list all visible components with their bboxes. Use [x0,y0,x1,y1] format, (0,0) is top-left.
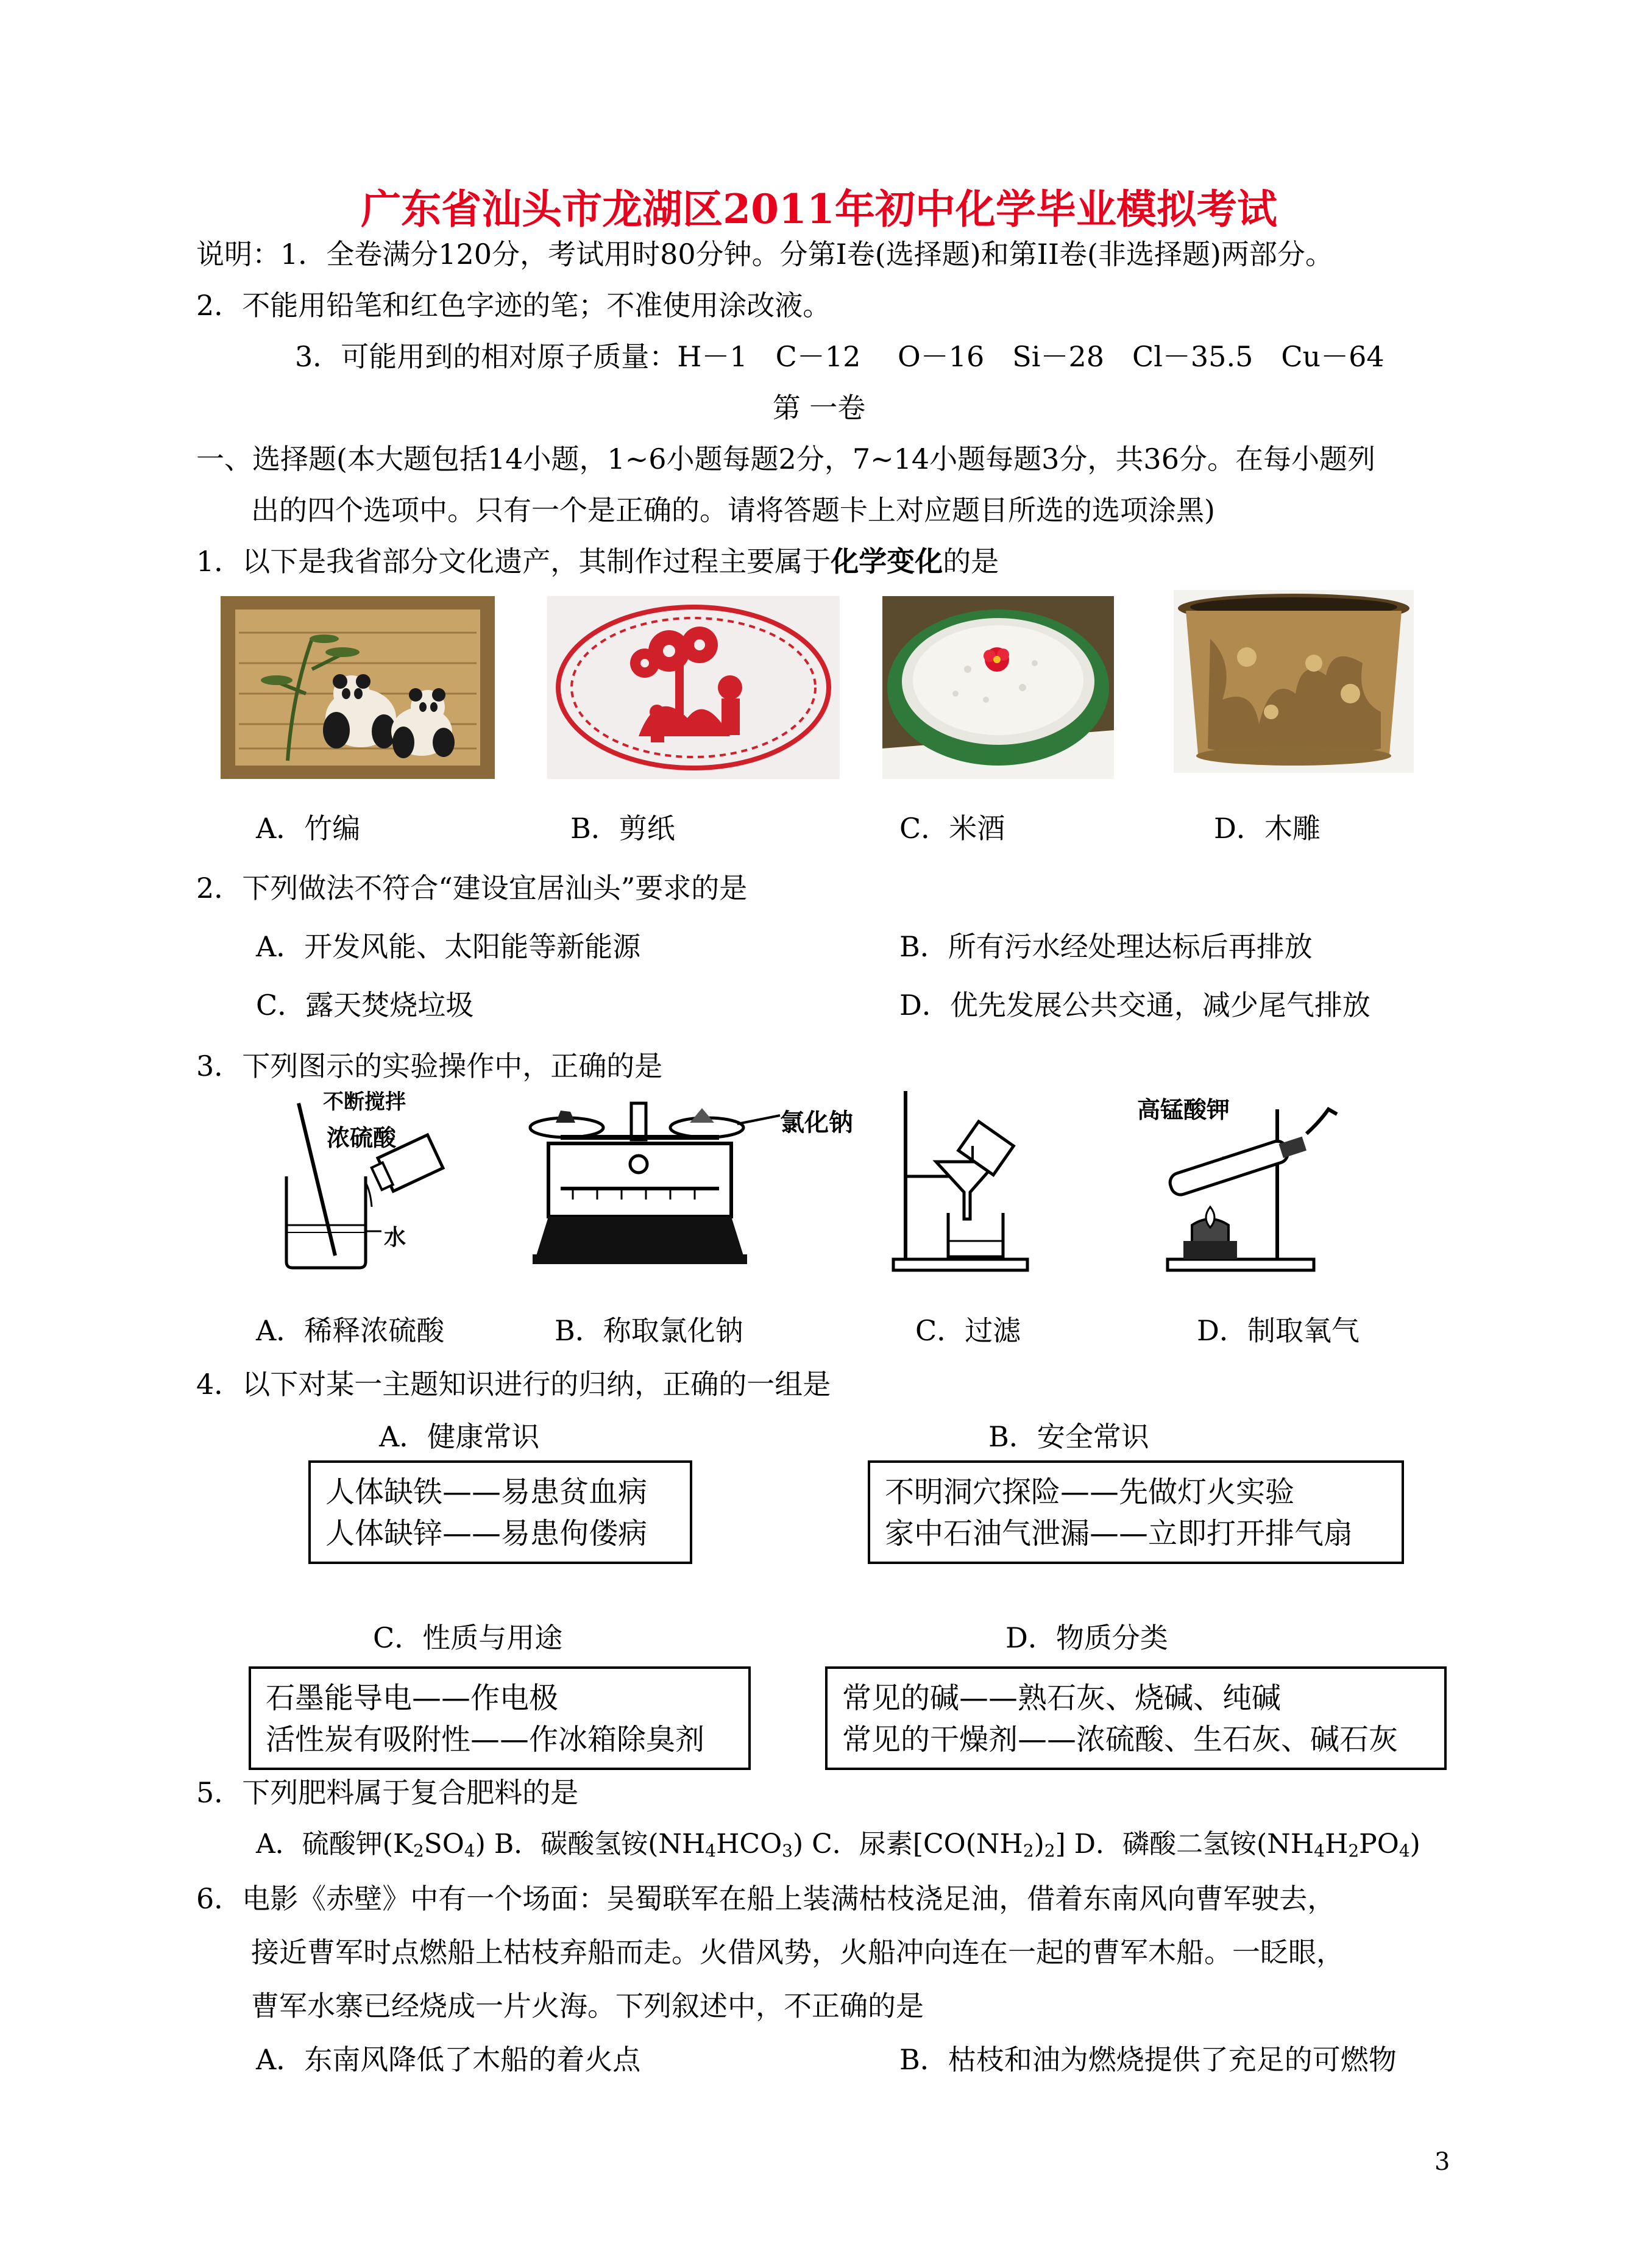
q1-stem-post: 的是 [943,545,999,578]
q4-group-a-line2: 人体缺锌——易患佝偻病 [325,1516,648,1551]
q5-stem: 5．下列肥料属于复合肥料的是 [196,1776,579,1809]
q3-option-d: D．制取氧气 [1197,1314,1360,1347]
q2-option-a: A．开发风能、太阳能等新能源 [256,930,641,963]
water-label: 水 [384,1225,406,1250]
q5-option-d: D．磷酸二氢铵$(NH_4H_2PO_4)$ [1074,1829,1420,1861]
q1-stem [196,545,999,578]
q4-group-a-label: A．健康常识 [379,1420,540,1453]
q4-group-b-box [868,1460,1404,1564]
part1-heading-line1: 一、选择题(本大题包括14小题，1~6小题每题2分，7~14小题每题3分，共36分。在每小题列 [196,443,1375,475]
kmno4-label: 高锰酸钾 [1137,1097,1230,1123]
paper-cutting-photo [547,596,840,779]
q4-group-b-label: B．安全常识 [988,1420,1149,1453]
q1-stem-bold: 化学变化 [831,545,943,578]
section-heading: 第 一卷 [772,391,866,424]
q4-group-a-box [308,1460,692,1564]
q4-group-d-label: D．物质分类 [1005,1621,1168,1654]
q6-line3: 曹军水寨已经烧成一片火海。下列叙述中，不正确的是 [251,1989,924,2022]
rice-wine-photo [882,596,1114,779]
instruction-line-3: 3．可能用到的相对原子质量：H－1 C－12 O－16 Si－28 Cl－35.5 Cu－64 [295,340,1384,373]
q6-line2: 接近曹军时点燃船上枯枝弃船而走。火借风势，火船冲向连在一起的曹军木船。一眨眼， [251,1936,1344,1969]
q1-option-a: A．竹编 [256,812,361,845]
page-title: 广东省汕头市龙湖区2011年初中化学毕业模拟考试 [361,185,1277,233]
q5-option-b: B．碳酸氢铵$(NH_4HCO_3)$ [494,1829,804,1861]
q4-group-d-line1: 常见的碱——熟石灰、烧碱、纯碱 [842,1681,1282,1715]
q6-line1: 6．电影《赤壁》中有一个场面：吴蜀联军在船上装满枯枝浇足油，借着东南风向曹军驶去， [196,1882,1336,1915]
q4-group-c-line2: 活性炭有吸附性——作冰箱除臭剂 [266,1722,705,1757]
q1-option-d: D．木雕 [1214,812,1321,845]
q3-option-b: B．称取氯化钠 [555,1314,743,1347]
q1-option-b: B．剪纸 [570,812,675,845]
q2-option-d: D．优先发展公共交通，减少尾气排放 [899,989,1370,1022]
q1-option-c: C．米酒 [899,812,1005,845]
instruction-line-1: 说明：1．全卷满分120分，考试用时80分钟。分第I卷(选择题)和第II卷(非选择题)两部分。 [196,238,1333,271]
q2-option-c: C．露天焚烧垃圾 [256,989,474,1022]
q4-group-d-box [825,1666,1447,1770]
part1-heading-line2: 出的四个选项中。只有一个是正确的。请将答题卡上对应题目所选的选项涂黑) [251,494,1215,527]
q1-stem-pre: 1．以下是我省部分文化遗产，其制作过程主要属于 [196,545,831,578]
q5-options [256,1829,1420,1861]
q4-group-c-box [249,1666,751,1770]
q3-option-c: C．过滤 [915,1314,1021,1347]
q4-group-a-line1: 人体缺铁——易患贫血病 [325,1475,648,1509]
q4-group-c-line1: 石墨能导电——作电极 [266,1681,559,1715]
q4-group-c-label: C．性质与用途 [373,1621,563,1654]
acid-label: 浓硫酸 [327,1125,397,1151]
q2-option-b: B．所有污水经处理达标后再排放 [899,930,1313,963]
q6-option-a: A．东南风降低了木船的着火点 [256,2043,641,2076]
q4-stem: 4．以下对某一主题知识进行的归纳，正确的一组是 [196,1368,831,1401]
q4-group-b-line1: 不明洞穴探险——先做灯火实验 [885,1475,1295,1509]
oxygen-prep-figure [1125,1085,1369,1274]
q4-group-b-line2: 家中石油气泄漏——立即打开排气扇 [885,1516,1353,1551]
page-number: 3 [1434,2148,1450,2176]
q2-stem: 2．下列做法不符合“建设宜居汕头”要求的是 [196,872,748,905]
q5-option-a: A．硫酸钾$(K_2SO_4)$ [256,1829,486,1861]
bamboo-weaving-photo [221,596,495,779]
q3-option-a: A．稀释浓硫酸 [256,1314,445,1347]
q3-stem: 3．下列图示的实验操作中，正确的是 [196,1050,663,1082]
wood-carving-photo [1174,590,1414,773]
instruction-line-2: 2．不能用铅笔和红色字迹的笔；不准使用涂改液。 [196,289,831,322]
q5-option-c: C．尿素$[CO(NH_2)_2]$ [812,1829,1066,1861]
q4-group-d-line2: 常见的干燥剂——浓硫酸、生石灰、碱石灰 [842,1722,1399,1757]
balance-figure [524,1097,853,1274]
stir-label: 不断搅拌 [323,1090,406,1114]
filtration-figure [887,1085,1058,1274]
dilute-acid-figure [274,1085,451,1274]
q6-option-b: B．枯枝和油为燃烧提供了充足的可燃物 [899,2043,1397,2076]
nacl-label: 氯化钠 [780,1109,853,1137]
